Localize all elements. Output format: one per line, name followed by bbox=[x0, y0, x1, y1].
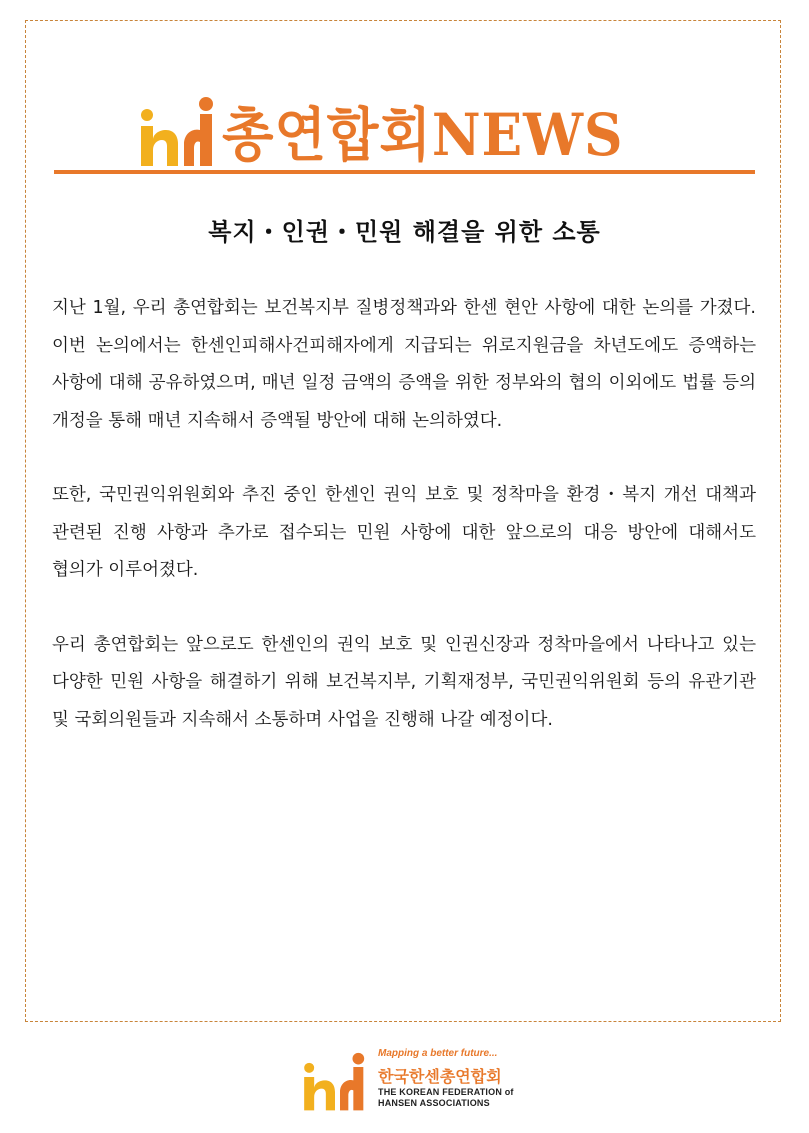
article-paragraph: 지난 1월, 우리 총연합회는 보건복지부 질병정책과와 한센 현안 사항에 대한 논의를 가졌다. 이번 논의에서는 한센인피해사건피해자에게 지급되는 위로지원금을 차년도에도 증액하는 사항에 대해 공유하였으며, 매년 일정 금액의 증액을 위한 정부와의 협의 이외에도 법률 등의 개정을 통해 매년 지속해서 증액될 방안에 대해 논의하였다. bbox=[52, 298, 756, 431]
article-headline: 복지・인권・민원 해결을 위한 소통 bbox=[208, 218, 601, 246]
footer-organization-logo bbox=[300, 1046, 520, 1112]
hi-logo-icon bbox=[136, 96, 220, 168]
article-paragraph: 또한, 국민권익위원회와 추진 중인 한센인 권익 보호 및 정착마을 환경・복지 개선 대책과 관련된 진행 사항과 추가로 접수되는 민원 사항에 대한 앞으로의 대응 방안에 대해서도 협의가 이루어졌다. bbox=[52, 485, 756, 580]
footer-org-name-english-line2: HANSEN ASSOCIATIONS bbox=[378, 1098, 490, 1108]
masthead bbox=[136, 88, 658, 168]
article-body bbox=[52, 290, 756, 776]
hi-logo-icon bbox=[300, 1052, 370, 1112]
masthead-divider bbox=[54, 170, 755, 174]
masthead-title: 총연합회NEWS bbox=[222, 101, 624, 169]
footer-org-name-korean: 한국한센총연합회 bbox=[378, 1067, 502, 1086]
footer-org-name-english-line1: THE KOREAN FEDERATION of bbox=[378, 1087, 514, 1097]
footer-tagline: Mapping a better future... bbox=[378, 1048, 498, 1059]
article-paragraph: 우리 총연합회는 앞으로도 한센인의 권익 보호 및 인권신장과 정착마을에서 나타나고 있는 다양한 민원 사항을 해결하기 위해 보건복지부, 기획재정부, 국민권익위원회 등의 유관기관 및 국회의원들과 지속해서 소통하며 사업을 진행해 나갈 예정이다. bbox=[52, 634, 756, 730]
